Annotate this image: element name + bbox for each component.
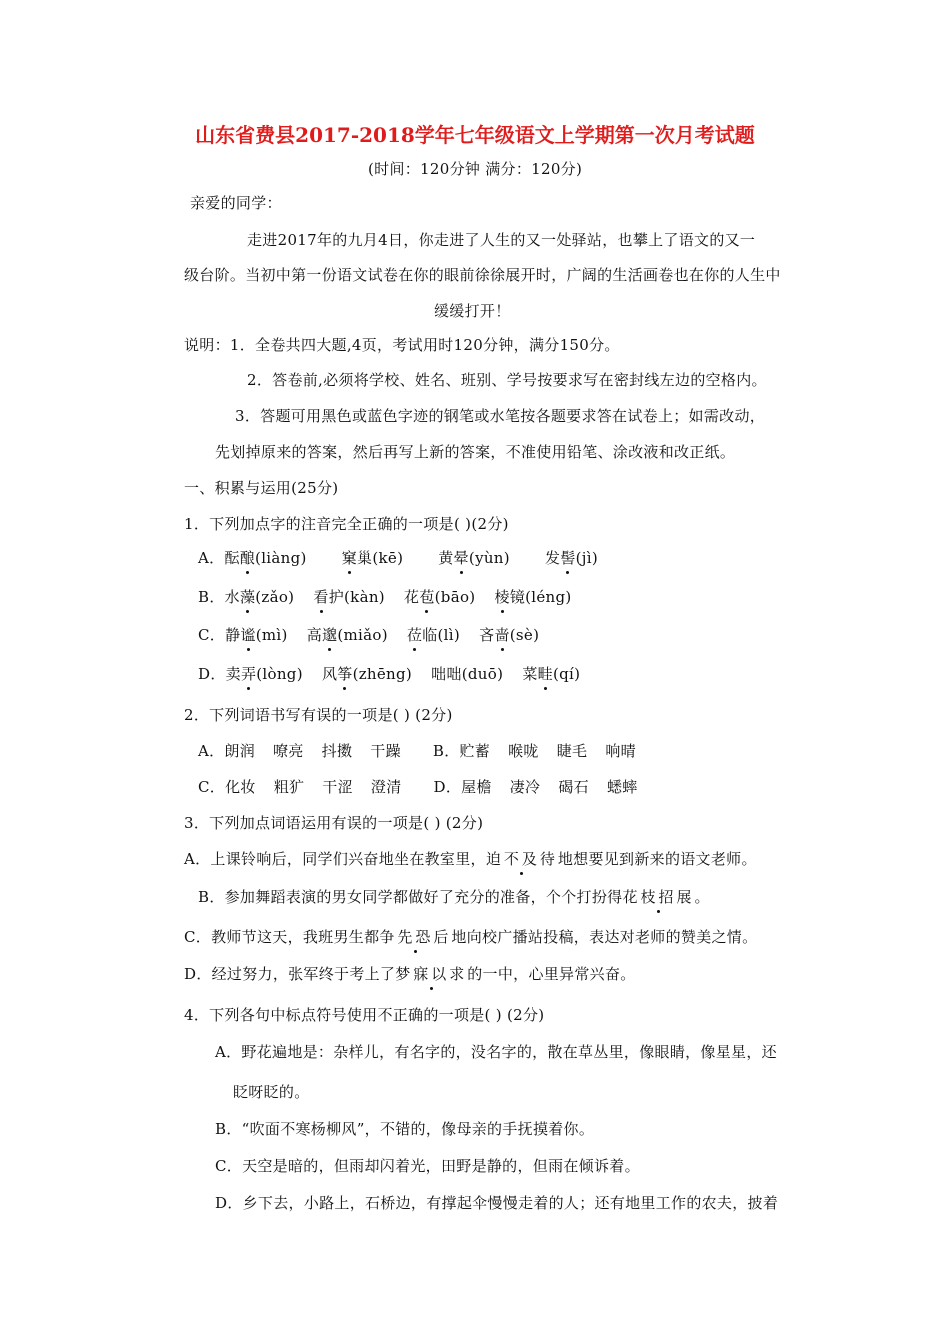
q4-option-d: D．乡下去，小路上，石桥边，有撑起伞慢慢走着的人；还有地里工作的农夫，披着 xyxy=(215,1194,779,1212)
q4-option-a-line-2: 眨呀眨的。 xyxy=(233,1083,310,1101)
note-3: 3．答题可用黑色或蓝色字迹的钢笔或水笔按各题要求答在试卷上；如需改动， xyxy=(235,407,766,425)
q4-option-b: B．“吹面不寒杨柳风”，不错的，像母亲的手抚摸着你。 xyxy=(215,1120,595,1138)
note-2: 2．答卷前,必须将学校、姓名、班别、学号按要求写在密封线左边的空格内。 xyxy=(247,371,767,389)
q3-stem: 3．下列加点词语运用有误的一项是( ) (2分) xyxy=(184,814,484,832)
q4-stem: 4．下列各句中标点符号使用不正确的一项是( ) (2分) xyxy=(184,1006,545,1024)
note-1: 说明：1．全卷共四大题,4页，考试用时120分钟，满分150分。 xyxy=(184,336,620,354)
intro-line-1: 走进2017年的九月4日，你走进了人生的又一处驿站，也攀上了语文的又一 xyxy=(247,231,756,249)
time-info: (时间：120分钟 满分：120分) xyxy=(368,160,583,178)
q1-option-c: C．静谧(mì) 高邈(miǎo) 莅临(lì) 吝啬(sè) xyxy=(198,626,540,644)
q3-option-c: C．教师节这天，我班男生都争先恐后地向校广播站投稿，表达对老师的赞美之情。 xyxy=(184,928,758,946)
intro-line-3: 缓缓打开！ xyxy=(434,302,511,320)
q1-option-d: D．卖弄(lòng) 风筝(zhēng) 咄咄(duō) 菜畦(qí) xyxy=(198,665,581,683)
q2-stem: 2．下列词语书写有误的一项是( ) (2分) xyxy=(184,706,453,724)
q3-option-d: D．经过努力，张军终于考上了梦寐以求的一中，心里异常兴奋。 xyxy=(184,965,636,983)
note-4: 先划掉原来的答案，然后再写上新的答案，不准使用铅笔、涂改液和改正纸。 xyxy=(215,443,736,461)
q1-option-b: B．水藻(zǎo) 看护(kàn) 花苞(bāo) 棱镜(léng) xyxy=(198,588,572,606)
q3-option-b: B．参加舞蹈表演的男女同学都做好了充分的准备，个个打扮得花枝招展。 xyxy=(198,888,710,906)
q2-row-2: C．化妆 粗犷 干涩 澄清 D．屋檐 凄冷 碣石 蟋蟀 xyxy=(198,778,638,796)
q4-option-c: C．天空是暗的，但雨却闪着光，田野是静的，但雨在倾诉着。 xyxy=(215,1157,640,1175)
q1-option-a: A．酝酿(liàng) 窠巢(kē) 黄晕(yùn) 发髻(jì) xyxy=(198,549,598,567)
q2-row-1: A．朗润 嘹亮 抖擞 干躁 B．贮蓄 喉咙 睫毛 响晴 xyxy=(198,742,636,760)
q4-option-a-line-1: A．野花遍地是：杂样儿，有名字的，没名字的，散在草丛里，像眼睛，像星星，还 xyxy=(215,1043,777,1061)
greeting: 亲爱的同学： xyxy=(190,194,282,212)
q1-stem: 1．下列加点字的注音完全正确的一项是( )(2分) xyxy=(184,515,509,533)
section-heading: 一、积累与运用(25分) xyxy=(184,479,339,497)
exam-title: 山东省费县2017-2018学年七年级语文上学期第一次月考试题 xyxy=(195,123,755,147)
intro-line-2: 级台阶。当初中第一份语文试卷在你的眼前徐徐展开时，广阔的生活画卷也在你的人生中 xyxy=(184,266,781,284)
q3-option-a: A．上课铃响后，同学们兴奋地坐在教室里，迫不及待地想要见到新来的语文老师。 xyxy=(184,850,757,868)
